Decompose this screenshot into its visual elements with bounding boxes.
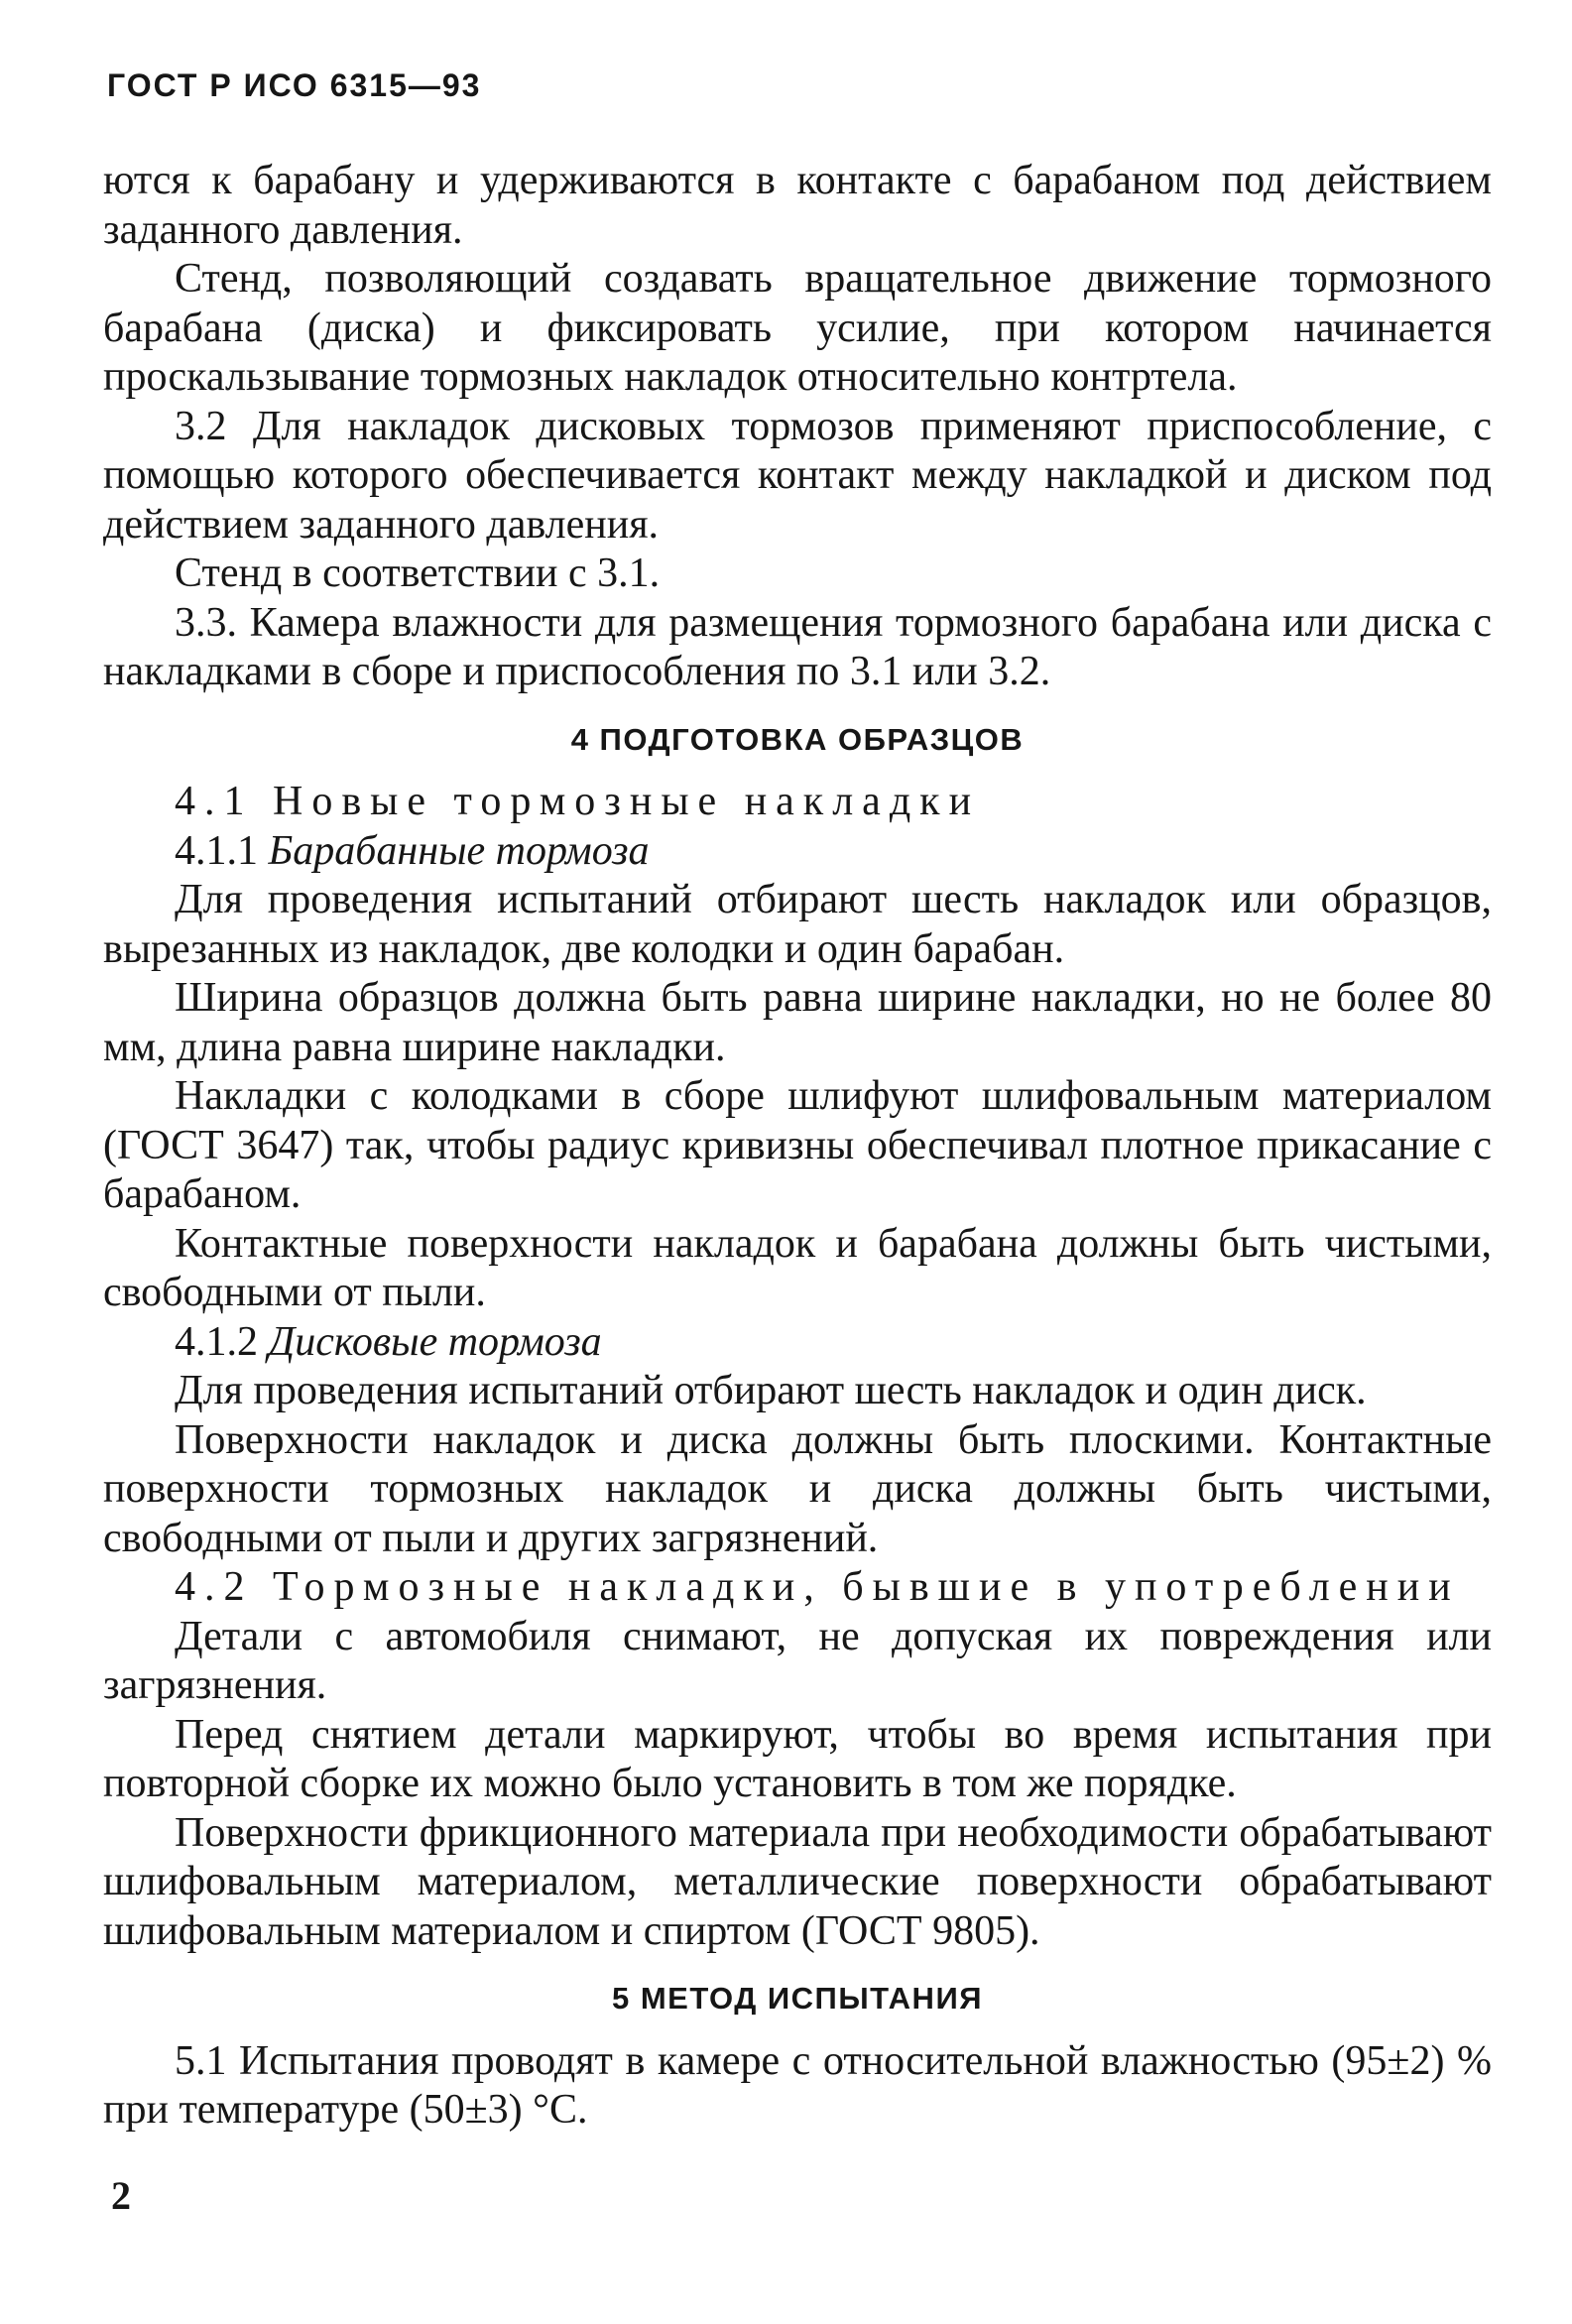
subsection-4-1-1-title — [103, 827, 1492, 877]
paragraph: Стенд в соответствии с 3.1. — [175, 550, 661, 596]
paragraph: Перед снятием детали маркируют, чтобы во время испытания при повторной сборке их можно было установить в том же порядке. — [103, 1711, 1492, 1806]
paragraph: ются к барабану и удерживаются в контакте с барабаном под действием заданного давления. — [103, 158, 1492, 253]
paragraph: 3.2 Для накладок дисковых тормозов применяют приспособление, с помощью которого обеспечивается контакт между накладкой и диском под действием заданного давления. — [103, 403, 1492, 548]
paragraph: Контактные поверхности накладок и барабана должны быть чистыми, свободными от пыли. — [103, 1220, 1492, 1315]
paragraph: Для проведения испытаний отбирают шесть накладок или образцов, вырезанных из накладок, две колодки и один барабан. — [103, 877, 1492, 972]
paragraph: 3.3. Камера влажности для размещения тормозного барабана или диска с накладками в сборе и приспособления по 3.1 или 3.2. — [103, 599, 1492, 694]
subsection-number: 4.1.2 — [175, 1318, 258, 1365]
subsection-4-2-title: 4.2 Тормозные накладки, бывшие в употреблении — [175, 1564, 1460, 1610]
paragraph: Для проведения испытаний отбирают шесть накладок и один диск. — [175, 1368, 1367, 1413]
paragraph: Стенд, позволяющий создавать вращательное движение тормозного барабана (диска) и фиксировать усилие, при котором начинается проскальзывание тормозных накладок относительно контртела. — [103, 256, 1492, 400]
paragraph: Ширина образцов должна быть равна ширине накладки, но не более 80 мм, длина равна ширине накладки. — [103, 975, 1492, 1070]
subsection-4-1-2-title — [103, 1318, 1492, 1368]
paragraph: 5.1 Испытания проводят в камере с относительной влажностью (95±2) % при температуре (50±3) °С. — [103, 2037, 1492, 2133]
document-body — [103, 157, 1492, 2136]
subsection-number: 4.1.1 — [175, 827, 258, 874]
section-heading-4: 4 ПОДГОТОВКА ОБРАЗЦОВ — [570, 721, 1025, 757]
document-header: ГОСТ Р ИСО 6315—93 — [107, 67, 482, 103]
paragraph: Детали с автомобиля снимают, не допуская их повреждения или загрязнения. — [103, 1613, 1492, 1708]
subsection-name: Барабанные тормоза — [268, 827, 650, 874]
page-number: 2 — [111, 2173, 131, 2218]
subsection-name: Дисковые тормоза — [268, 1318, 602, 1365]
subsection-4-1-title: 4.1 Новые тормозные накладки — [175, 779, 981, 824]
paragraph: Накладки с колодками в сборе шлифуют шлифовальным материалом (ГОСТ 3647) так, чтобы радиус кривизны обеспечивал плотное прикасание с барабаном. — [103, 1073, 1492, 1217]
section-heading-5: 5 МЕТОД ИСПЫТАНИЯ — [611, 1981, 984, 2016]
paragraph: Поверхности накладок и диска должны быть плоскими. Контактные поверхности тормозных накладок и диска должны быть чистыми, свободными от пыли и других загрязнений. — [103, 1416, 1492, 1561]
paragraph: Поверхности фрикционного материала при необходимости обрабатывают шлифовальным материалом, металлические поверхности обрабатывают шлифовальным материалом и спиртом (ГОСТ 9805). — [103, 1809, 1492, 1954]
